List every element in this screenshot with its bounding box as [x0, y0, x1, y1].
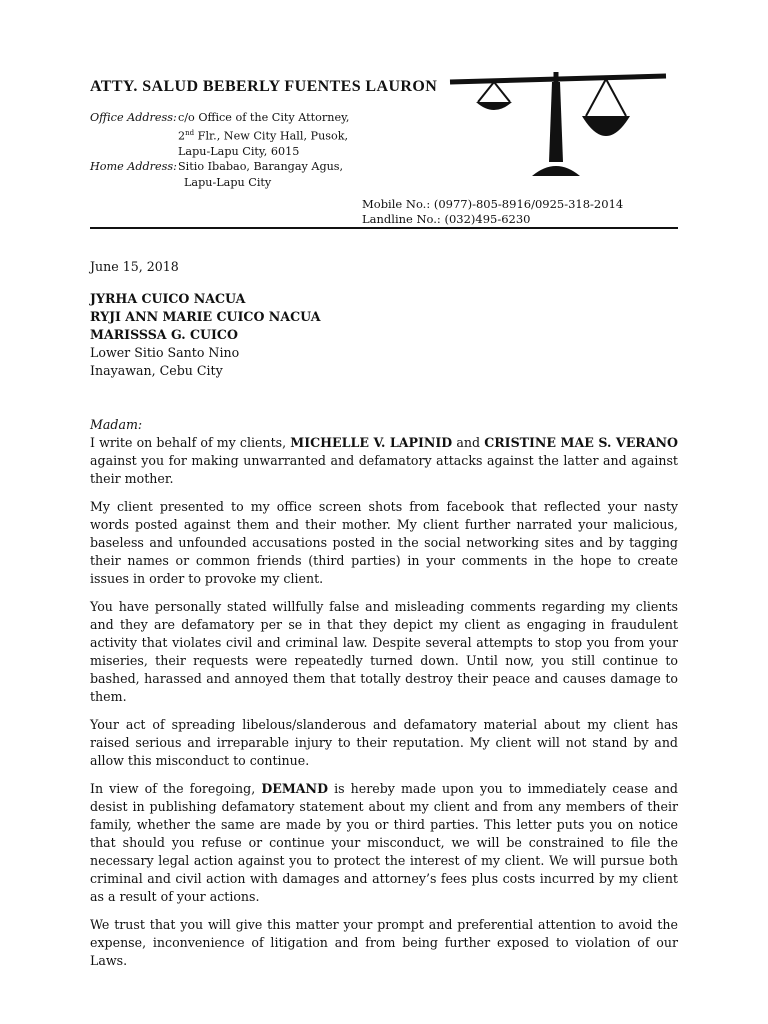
letter-body	[90, 258, 678, 970]
recipient-block	[90, 290, 678, 380]
letter-date: June 15, 2018	[90, 259, 179, 274]
paragraph-facts: My client presented to my office screen shots from facebook that reflected your nasty words posted against them and their mother. My client further narrated your malicious, baseless and unfounded accusations posted in the social networking sites and by tagging their names or common friends (third parties) in your comments in the hope to create issues in order to provoke my client.	[90, 499, 678, 586]
paragraph-injury: Your act of spreading libelous/slanderous and defamatory material about my client has raised serious and irreparable injury to their reputation. My client will not stand by and allow this misconduct to continue.	[90, 717, 678, 768]
recipient-name: MARISSSA G. CUICO	[90, 327, 238, 342]
office-address-line3: Lapu-Lapu City, 6015	[178, 144, 300, 158]
recipient-address-line: Inayawan, Cebu City	[90, 363, 223, 378]
salutation: Madam:	[90, 417, 143, 432]
paragraph-closing: We trust that you will give this matter your prompt and preferential attention to avoid the expense, inconvenience of litigation and from being further exposed to violation of our Laws.	[90, 917, 678, 968]
scales-of-justice-logo	[446, 72, 678, 180]
mobile-number: Mobile No.: (0977)-805-8916/0925-318-2014	[362, 197, 624, 211]
attorney-name: ATTY. SALUD BEBERLY FUENTES LAURON	[90, 78, 438, 95]
paragraph-intro: I write on behalf of my clients, MICHELLE V. LAPINID and CRISTINE MAE S. VERANO against you for making unwarranted and defamatory attacks against the latter and against their mother.	[90, 435, 679, 486]
home-address-line2: Lapu-Lapu City	[184, 175, 272, 189]
recipient-name: RYJI ANN MARIE CUICO NACUA	[90, 309, 321, 324]
recipient-address-line: Lower Sitio Santo Nino	[90, 345, 240, 360]
letterhead-divider	[90, 227, 678, 229]
home-address-label: Home Address:	[90, 160, 177, 174]
recipient-name: JYRHA CUICO NACUA	[90, 291, 246, 306]
home-address-line1: Sitio Ibabao, Barangay Agus,	[178, 160, 344, 174]
office-address-label: Office Address:	[90, 111, 177, 124]
address-block	[90, 110, 349, 190]
office-address-line1: c/o Office of the City Attorney,	[178, 111, 350, 124]
paragraph-demand: In view of the foregoing, DEMAND is hereby made upon you to immediately cease and desist in publishing defamatory statement about my client and from any members of their family, whether the same are made by you or third parties. This letter puts you on notice that should you refuse or continue your misconduct, we will be constrained to file the necessary legal action against you to protect the interest of my client. We will pursue both criminal and civil action with damages and attorney’s fees plus costs incurred by my client as a result of your actions.	[90, 781, 678, 904]
landline-number: Landline No.: (032)495-6230	[362, 212, 531, 226]
paragraph-statements: You have personally stated willfully false and misleading comments regarding my clients and they are defamatory per se in that they depict my client as engaging in fraudulent activity that violates civil and criminal law. Despite several attempts to stop you from your miseries, their requests were repeatedly turned down. Until now, you still continue to bashed, harassed and annoyed them that totally destroy their peace and causes damage to them.	[90, 599, 678, 704]
office-address-line2: 2nd Flr., New City Hall, Pusok,	[178, 128, 349, 143]
contact-block	[362, 197, 623, 227]
